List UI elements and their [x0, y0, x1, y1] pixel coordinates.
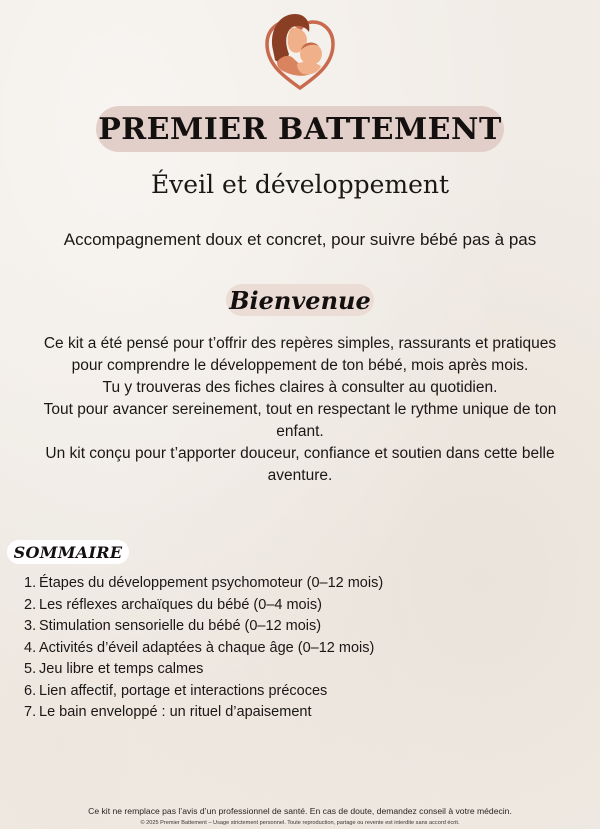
toc-item-number: 7. [24, 704, 37, 720]
toc-list [24, 573, 584, 724]
toc-item-number: 1. [24, 575, 37, 591]
mother-and-baby-heart-icon [263, 10, 337, 92]
toc-item-label: Le bain enveloppé : un rituel d’apaisement [39, 704, 312, 720]
toc-item-label: Jeu libre et temps calmes [39, 661, 204, 677]
welcome-heading-banner [226, 284, 374, 316]
toc-item-label: Activités d’éveil adaptées à chaque âge (0–12 mois) [39, 639, 375, 656]
page-subtitle: Éveil et développement [150, 170, 450, 199]
medical-disclaimer: Ce kit ne remplace pas l’avis d’un professionnel de santé. En cas de doute, demandez conseil à votre médecin. [88, 806, 512, 816]
toc-item [24, 702, 584, 724]
intro-paragraph: Tout pour avancer sereinement, tout en respectant le rythme unique de ton enfant. [43, 401, 557, 440]
intro-paragraph: Tu y trouveras des fiches claires à consulter au quotidien. [102, 379, 498, 396]
toc-item [24, 659, 584, 681]
brand-title-banner [96, 106, 504, 152]
toc-item-number: 5. [24, 661, 37, 677]
intro-paragraph: Un kit conçu pour t’apporter douceur, confiance et soutien dans cette belle aventure. [45, 445, 555, 484]
toc-item-label: Les réflexes archaïques du bébé (0–4 mois) [39, 596, 322, 613]
toc-item-label: Lien affectif, portage et interactions précoces [39, 682, 328, 699]
toc-item-label: Stimulation sensorielle du bébé (0–12 mois) [39, 618, 322, 634]
welcome-intro [28, 333, 572, 487]
welcome-heading: Bienvenue [229, 285, 371, 315]
toc-item-number: 4. [24, 639, 37, 656]
toc-item-number: 3. [24, 618, 37, 634]
copyright-notice: © 2025 Premier Battement – Usage strictement personnel. Toute reproduction, partage ou revente est interdite sans accord écrit. [140, 820, 460, 826]
toc-item [24, 573, 584, 595]
tagline: Accompagnement doux et concret, pour suivre bébé pas à pas [63, 230, 537, 249]
toc-item [24, 595, 584, 617]
toc-heading: SOMMAIRE [13, 542, 123, 562]
toc-item-label: Étapes du développement psychomoteur (0–12 mois) [39, 575, 384, 591]
brand-logo [263, 10, 337, 92]
toc-item-number: 6. [24, 682, 37, 699]
intro-paragraph: Ce kit a été pensé pour t’offrir des repères simples, rassurants et pratiques pour comprendre le développement de ton bébé, mois après mois. [43, 335, 557, 374]
brand-title: PREMIER BATTEMENT [98, 111, 502, 147]
toc-item [24, 616, 584, 638]
toc-item [24, 638, 584, 660]
toc-heading-banner [7, 540, 129, 564]
toc-item-number: 2. [24, 596, 37, 613]
toc-item [24, 681, 584, 703]
